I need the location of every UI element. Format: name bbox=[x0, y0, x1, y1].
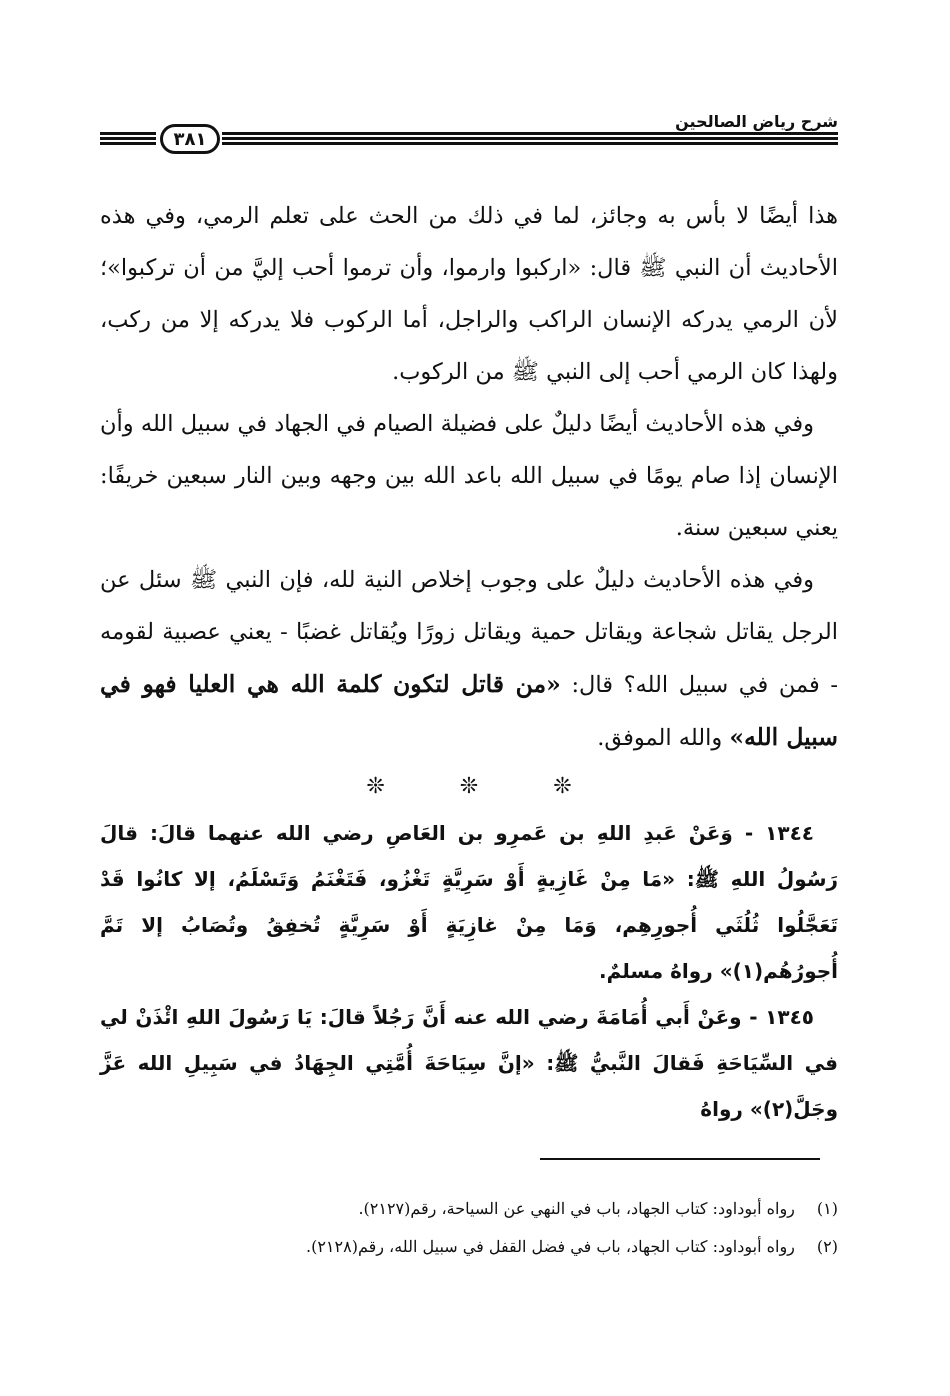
separator-star: ❊ bbox=[366, 774, 385, 799]
footnote-1 bbox=[100, 1190, 838, 1228]
paragraph-1: هذا أيضًا لا بأس به وجائز، لما في ذلك من الحث على تعلم الرمي، وفي هذه الأحاديث أن النبي ﷺ قال: «اركبوا وارموا، وأن ترموا أحب إليَّ من أن تركبوا»؛ لأن الرمي يدركه الإنسان الراكب والراجل، أما الركوب فلا يدركه إلا من ركب، ولهذا كان الرمي أحب إلى النبي ﷺ من الركوب. bbox=[100, 203, 838, 385]
header-rule-left bbox=[100, 132, 156, 146]
hadith-1345: ١٣٤٥ - وعَنْ أَبي أُمَامَةَ رضي الله عنه أَنَّ رَجُلاً قالَ: يَا رَسُولَ اللهِ ائْذَنْ لي في السِّيَاحَةِ فَقالَ النَّبيُّ ﷺ: «إنَّ سِيَاحَةَ أُمَّتِي الجِهَادُ في سَبِيلِ الله عَزَّ وجَلَّ(٢)» رواهُ bbox=[100, 1005, 838, 1121]
page-number: ٣٨١ bbox=[160, 124, 220, 154]
hadith-1344: ١٣٤٤ - وَعَنْ عَبدِ اللهِ بن عَمرِو بن العَاصِ رضي الله عنهما قالَ: قالَ رَسُولُ اللهِ ﷺ: «مَا مِنْ غَازِيةٍ أَوْ سَرِيَّةٍ تَغْزُو، فَتَغْنَمُ وَتَسْلَمُ، إلا كانُوا قَدْ تَعَجَّلُوا ثُلُثَي أُجورِهِم، وَمَا مِنْ غازِيَةٍ أَوْ سَرِيَّةٍ تُخفِقُ وتُصَابُ إلا تَمَّ أُجورُهُم(١)» رواهُ مسلمٌ. bbox=[100, 821, 838, 983]
page-header bbox=[100, 112, 838, 158]
hadith-quote: «من قاتل لتكون كلمة الله هي العليا فهو في سبيل الله» bbox=[100, 670, 838, 751]
footnote-number: (٢) bbox=[816, 1237, 838, 1256]
main-text bbox=[100, 190, 838, 1132]
footnote-2 bbox=[100, 1228, 838, 1266]
book-title: شرح رياض الصالحين bbox=[675, 112, 838, 131]
paragraph-3-text: وفي هذه الأحاديث دليلٌ على وجوب إخلاص النية لله، فإن النبي ﷺ سئل عن الرجل يقاتل شجاعة ويقاتل حمية ويقاتل زورًا ويُقاتل غضبًا - يعني عصبية لقومه - فمن في سبيل الله؟ قال: bbox=[100, 567, 838, 698]
footnote-text: رواه أبوداود: كتاب الجهاد، باب في النهي عن السياحة، رقم(٢١٢٧). bbox=[358, 1199, 795, 1218]
paragraph-2: وفي هذه الأحاديث أيضًا دليلٌ على فضيلة الصيام في الجهاد في سبيل الله وأن الإنسان إذا صام يومًا في سبيل الله باعد الله بين وجهه وبين النار سبعين خريفًا: يعني سبعين سنة. bbox=[100, 411, 838, 541]
paragraph-3-closing: والله الموفق. bbox=[597, 725, 723, 751]
header-rule-right bbox=[222, 132, 838, 146]
footnote-divider bbox=[540, 1158, 820, 1160]
footnotes bbox=[100, 1190, 838, 1266]
footnote-text: رواه أبوداود: كتاب الجهاد، باب في فضل القفل في سبيل الله، رقم(٢١٢٨). bbox=[306, 1237, 795, 1256]
paragraph-3 bbox=[100, 554, 838, 764]
footnote-number: (١) bbox=[816, 1199, 838, 1218]
separator-star: ❊ bbox=[459, 774, 479, 799]
section-separator bbox=[100, 764, 838, 810]
separator-star: ❊ bbox=[553, 774, 572, 799]
